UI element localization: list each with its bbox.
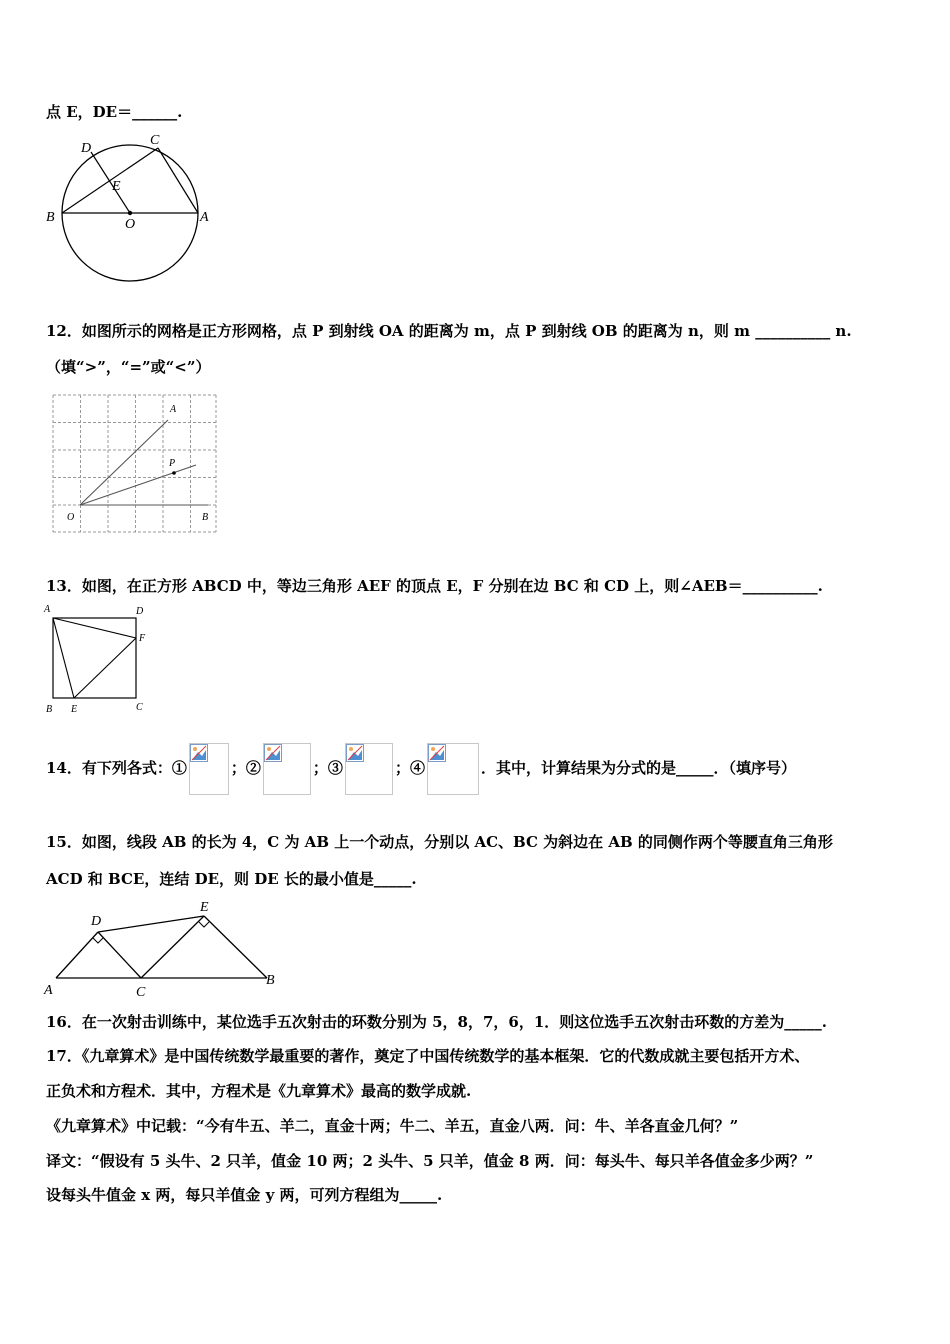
q16-text: 16．在一次射击训练中，某位选手五次射击的环数分别为 5，8，7，6，1．则这位选手五次射击环数的方差为_____. xyxy=(46,1013,828,1031)
q12-note: （填“>”，“=”或“<”） xyxy=(46,358,211,376)
q14-sep-1: ； xyxy=(230,759,246,777)
label-b: B xyxy=(46,704,53,715)
label-a: A xyxy=(44,983,53,998)
q14-sep-2: ； xyxy=(312,759,328,777)
label-a: A xyxy=(200,210,209,225)
q13-square-figure xyxy=(44,602,154,718)
formula-image-1 xyxy=(189,743,229,795)
label-p: P xyxy=(169,458,176,469)
label-d: D xyxy=(136,606,144,617)
formula-image-3 xyxy=(345,743,393,795)
segment-dc xyxy=(98,932,141,978)
q17-line1: 17．《九章算术》是中国传统数学最重要的著作，奠定了中国传统数学的基本框架．它的代数成就主要包括开方术、 xyxy=(46,1047,810,1065)
label-c: C xyxy=(150,133,160,148)
right-angle-d xyxy=(93,938,103,943)
q11-circle-figure xyxy=(40,128,220,288)
q17-line2: 正负术和方程术．其中，方程术是《九章算术》最高的数学成就. xyxy=(46,1082,472,1100)
segment-ad xyxy=(56,932,98,978)
center-point xyxy=(128,211,132,215)
label-c: C xyxy=(136,985,146,1000)
ray-op xyxy=(80,465,196,505)
broken-image-icon xyxy=(428,744,446,762)
label-a: A xyxy=(44,604,51,615)
q12-grid-figure xyxy=(50,392,220,536)
segment-ef xyxy=(74,638,136,698)
formula-image-4 xyxy=(427,743,479,795)
formula-image-2 xyxy=(263,743,311,795)
q17-line4: 译文：“假设有 5 头牛、2 只羊，值金 10 两；2 头牛、5 只羊，值金 8 两．问：每头牛、每只羊各值金多少两？” xyxy=(46,1152,814,1170)
label-f: F xyxy=(139,633,146,644)
right-angle-e xyxy=(199,922,209,927)
label-o: O xyxy=(67,512,75,523)
broken-image-icon xyxy=(264,744,282,762)
label-d: D xyxy=(91,914,102,929)
q15-line1: 15．如图，线段 AB 的长为 4，C 为 AB 上一个动点，分别以 AC、BC 为斜边在 AB 的同侧作两个等腰直角三角形 xyxy=(46,833,833,851)
q14-sep-3: ； xyxy=(394,759,410,777)
chord-bc xyxy=(62,148,158,213)
q15-line2: ACD 和 BCE，连结 DE，则 DE 长的最小值是_____. xyxy=(46,870,417,888)
q14-prefix: 14．有下列各式：① xyxy=(46,759,187,777)
label-a: A xyxy=(170,404,177,415)
label-o: O xyxy=(125,217,136,232)
broken-image-icon xyxy=(190,744,208,762)
label-b: B xyxy=(202,512,209,523)
q14-line xyxy=(46,742,796,795)
chord-ca xyxy=(158,148,198,213)
label-e: E xyxy=(200,900,209,915)
segment-ae xyxy=(53,618,74,698)
q17-line3: 《九章算术》中记载：“今有牛五、羊二，直金十两；牛二、羊五，直金八两．问：牛、羊各直金几何？” xyxy=(46,1117,739,1135)
label-c: C xyxy=(136,702,143,713)
q14-mark-4: ④ xyxy=(409,759,425,777)
label-e: E xyxy=(71,704,78,715)
q17-line5: 设每头牛值金 x 两，每只羊值金 y 两，可列方程组为_____. xyxy=(46,1186,443,1204)
segment-do xyxy=(91,152,130,213)
q12-text: 12．如图所示的网格是正方形网格，点 P 到射线 OA 的距离为 m，点 P 到射线 OB 的距离为 n，则 m __________ n. xyxy=(46,322,852,340)
ray-oa xyxy=(80,420,168,505)
segment-af xyxy=(53,618,136,638)
segment-de xyxy=(98,916,204,932)
q14-mark-2: ② xyxy=(245,759,261,777)
square-abcd xyxy=(53,618,136,698)
label-e: E xyxy=(112,179,121,194)
q11-text: 点 E，DE＝______. xyxy=(46,103,183,121)
q14-mark-3: ③ xyxy=(327,759,343,777)
point-p xyxy=(172,471,176,475)
segment-eb xyxy=(204,916,267,978)
q15-triangles-figure xyxy=(42,898,282,998)
broken-image-icon xyxy=(346,744,364,762)
label-d: D xyxy=(81,141,92,156)
label-b: B xyxy=(46,210,55,225)
q14-suffix: ．其中，计算结果为分式的是_____．（填序号） xyxy=(480,759,796,777)
q13-text: 13．如图，在正方形 ABCD 中，等边三角形 AEF 的顶点 E，F 分别在边 BC 和 CD 上，则∠AEB＝__________. xyxy=(46,577,823,595)
label-b: B xyxy=(266,973,275,988)
segment-ce xyxy=(141,916,204,978)
